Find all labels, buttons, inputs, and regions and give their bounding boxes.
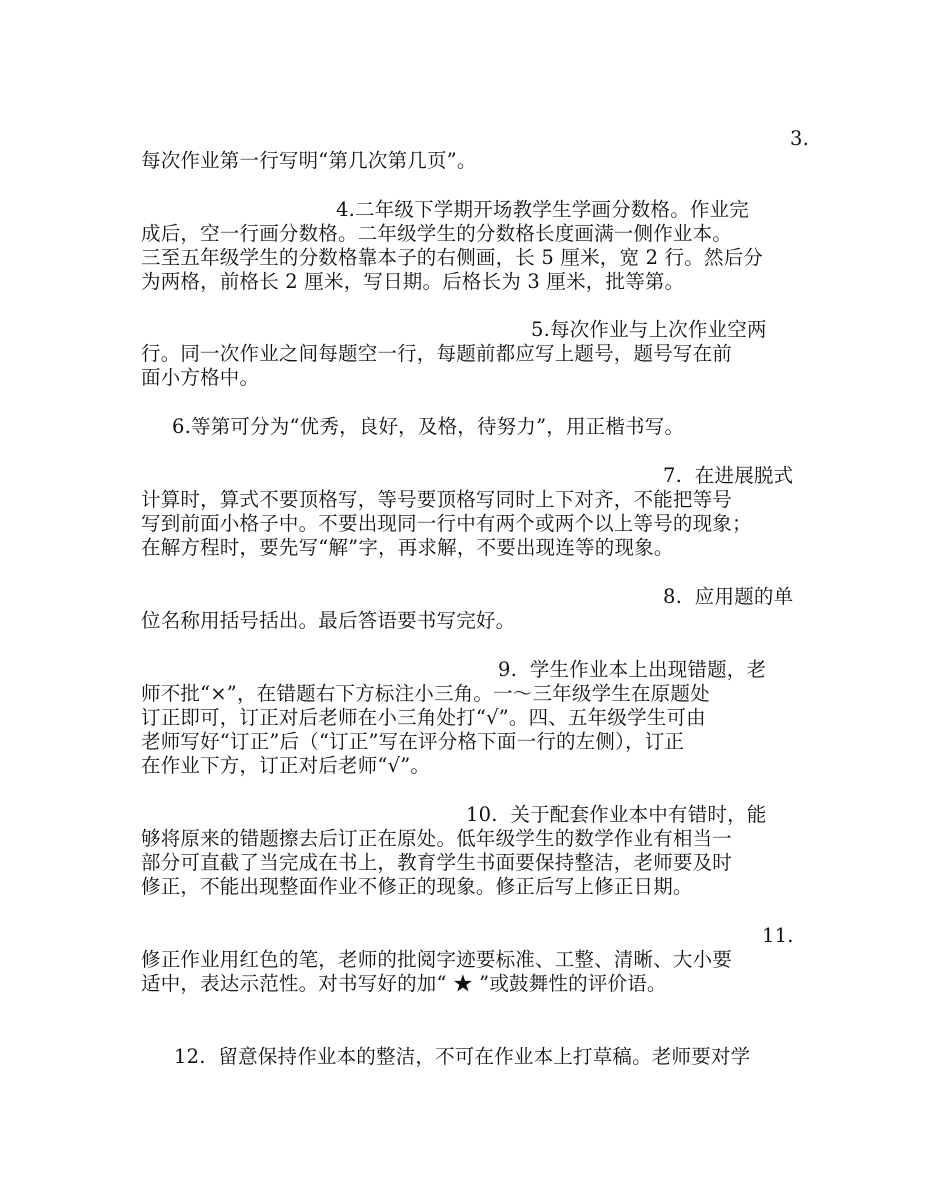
item-11-line-1: 修正作业用红色的笔，老师的批阅字迹要标准、工整、清晰、大小要: [141, 948, 733, 971]
item-10-line-3: 修正，不能出现整面作业不修正的现象。修正后写上修正日期。: [141, 875, 693, 898]
item-4-line-3: 为两格，前格长 2 厘米，写日期。后格长为 3 厘米，批等第。: [141, 270, 685, 293]
item-9-line-4: 在作业下方，订正对后老师“√”。: [141, 754, 431, 777]
item-4-line-0: 4.二年级下学期开场教学生学画分数格。作业完: [336, 198, 750, 221]
item-7-line-2: 写到前面小格子中。不要出现同一行中有两个或两个以上等号的现象；: [141, 512, 752, 535]
item-9-line-3: 老师写好“订正”后（“订正”写在评分格下面一行的左侧），订正: [141, 730, 685, 753]
item-9-line-1: 师不批“×”，在错题右下方标注小三角。一～三年级学生在原题处: [141, 682, 710, 705]
item-5-line-1: 行。同一次作业之间每题空一行，每题前都应写上题号，题号写在前: [141, 342, 733, 365]
item-7-line-0: 7. 在进展脱式: [663, 464, 794, 487]
item-3-number: 3.: [790, 127, 810, 150]
item-11-number: 11.: [762, 924, 794, 947]
item-7-line-3: 在解方程时，要先写“解”字，再求解，不要出现连等的现象。: [141, 536, 674, 559]
item-7-line-1: 计算时，算式不要顶格写，等号要顶格写同时上下对齐，不能把等号: [141, 488, 733, 511]
item-11-line-2: 适中，表达示范性。对书写好的加“ ★ ”或鼓舞性的评价语。: [141, 972, 667, 995]
item-5-line-0: 5.每次作业与上次作业空两: [531, 318, 767, 341]
item-10-line-0: 10. 关于配套作业本中有错时，能: [466, 803, 767, 826]
item-12-line-0: 12. 留意保持作业本的整洁，不可在作业本上打草稿。老师要对学: [174, 1045, 751, 1068]
item-4-line-2: 三至五年级学生的分数格靠本子的右侧画，长 5 厘米，宽 2 行。然后分: [141, 246, 764, 269]
item-5-line-2: 面小方格中。: [141, 366, 260, 389]
item-10-line-2: 部分可直截了当完成在书上，教育学生书面要保持整洁，老师要及时: [141, 851, 733, 874]
item-8-line-1: 位名称用括号括出。最后答语要书写完好。: [141, 609, 516, 632]
item-9-line-2: 订正即可，订正对后老师在小三角处打“√”。四、五年级学生可由: [141, 706, 706, 729]
item-8-line-0: 8. 应用题的单: [663, 585, 794, 608]
item-4-line-1: 成后，空一行画分数格。二年级学生的分数格长度画满一侧作业本。: [141, 222, 733, 245]
item-10-line-1: 够将原来的错题擦去后订正在原处。低年级学生的数学作业有相当一: [141, 827, 733, 850]
item-9-line-0: 9. 学生作业本上出现错题，老: [498, 658, 767, 681]
item-3-line-1: 每次作业第一行写明“第几次第几页”。: [141, 149, 477, 172]
item-6-line-0: 6.等第可分为“优秀，良好，及格，待努力”，用正楷书写。: [172, 415, 685, 438]
